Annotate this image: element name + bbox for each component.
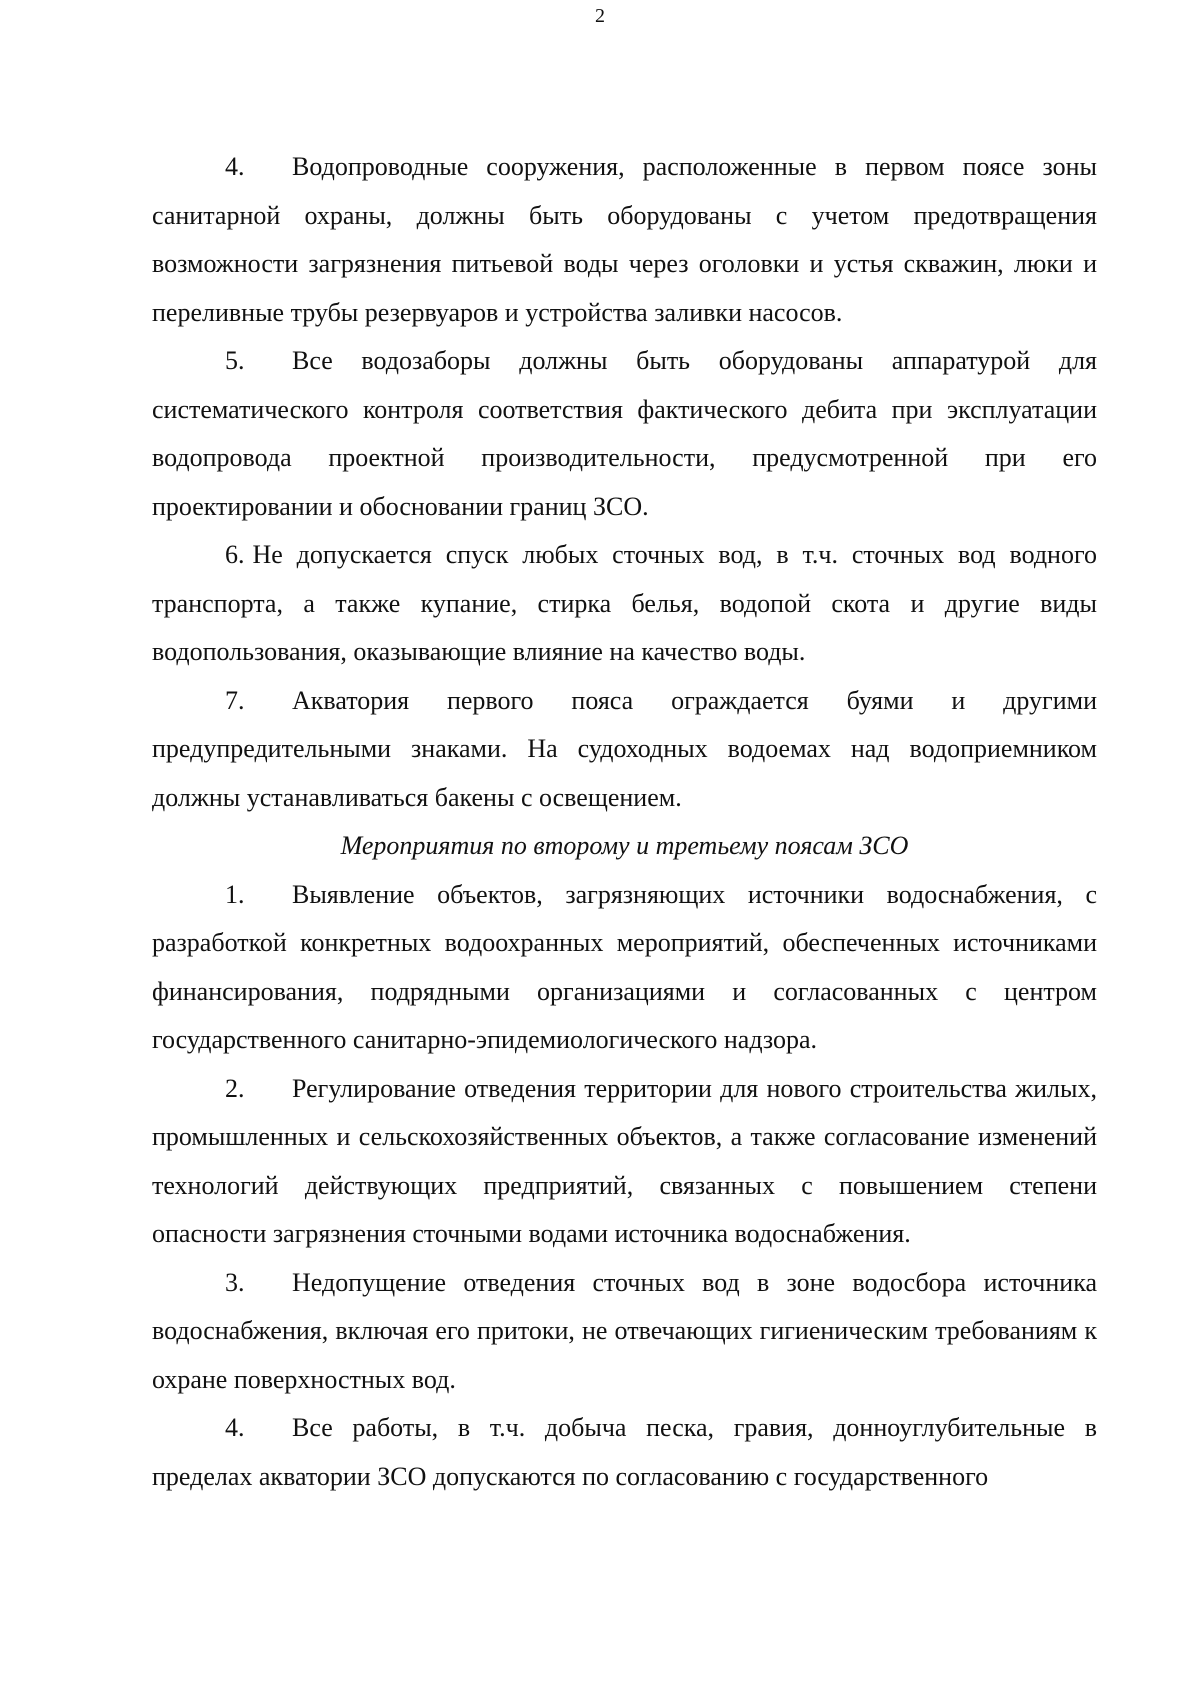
paragraph-1-7 (152, 677, 1097, 823)
paragraph-1-6 (152, 531, 1097, 677)
paragraph-number: 5. (225, 346, 245, 375)
paragraph-number: 7. (225, 685, 245, 715)
paragraph-number: 4. (225, 1413, 245, 1442)
paragraph-number: 2. (225, 1073, 245, 1103)
paragraph-text: Не допускается спуск любых сточных вод, в т.ч. сточных вод водного транспорта, а также купание, стирка белья, водопой скота и другие виды водопользования, оказывающие влияние на качество воды. (152, 540, 1097, 666)
paragraph-number: 4. (225, 152, 245, 181)
paragraph-text: Все водозаборы должны быть оборудованы аппаратурой для систематического контроля соответствия фактического дебита при эксплуатации водопровода проектной производительности, предусмотренной при его проектировании и обосновании границ ЗСО. (152, 346, 1097, 521)
section-heading: Мероприятия по второму и третьему поясам ЗСО (340, 831, 909, 860)
paragraph-text: Все работы, в т.ч. добыча песка, гравия, донноуглубительные в пределах акватории ЗСО допускаются по согласованию с государственного (152, 1413, 1097, 1491)
paragraph-2-2 (152, 1065, 1097, 1259)
paragraph-1-5 (152, 337, 1097, 531)
paragraph-number: 1. (225, 879, 245, 909)
page-number: 2 (595, 5, 605, 27)
paragraph-2-1 (152, 871, 1097, 1065)
paragraph-number: 3. (225, 1267, 245, 1297)
document-body (152, 143, 1097, 1501)
paragraph-text: Регулирование отведения территории для нового строительства жилых, промышленных и сельскохозяйственных объектов, а также согласование изменений технологий действующих предприятий, связанных с повышением степени опасности загрязнения сточными водами источника водоснабжения. (152, 1073, 1097, 1248)
paragraph-number: 6. (225, 540, 245, 569)
paragraph-text: Недопущение отведения сточных вод в зоне водосбора источника водоснабжения, включая его притоки, не отвечающих гигиеническим требованиям к охране поверхностных вод. (152, 1267, 1097, 1394)
paragraph-2-4 (152, 1404, 1097, 1501)
paragraph-2-3 (152, 1259, 1097, 1405)
paragraph-text: Выявление объектов, загрязняющих источники водоснабжения, с разработкой конкретных водоохранных мероприятий, обеспеченных источниками финансирования, подрядными организациями и согласованных с центром государственного санитарно-эпидемиологического надзора. (152, 879, 1097, 1054)
paragraph-1-4 (152, 143, 1097, 337)
paragraph-text: Акватория первого пояса ограждается буями и другими предупредительными знаками. На судоходных водоемах над водоприемником должны устанавливаться бакены с освещением. (152, 685, 1097, 812)
paragraph-text: Водопроводные сооружения, расположенные в первом поясе зоны санитарной охраны, должны быть оборудованы с учетом предотвращения возможности загрязнения питьевой воды через оголовки и устья скважин, люки и переливные трубы резервуаров и устройства заливки насосов. (152, 152, 1097, 327)
